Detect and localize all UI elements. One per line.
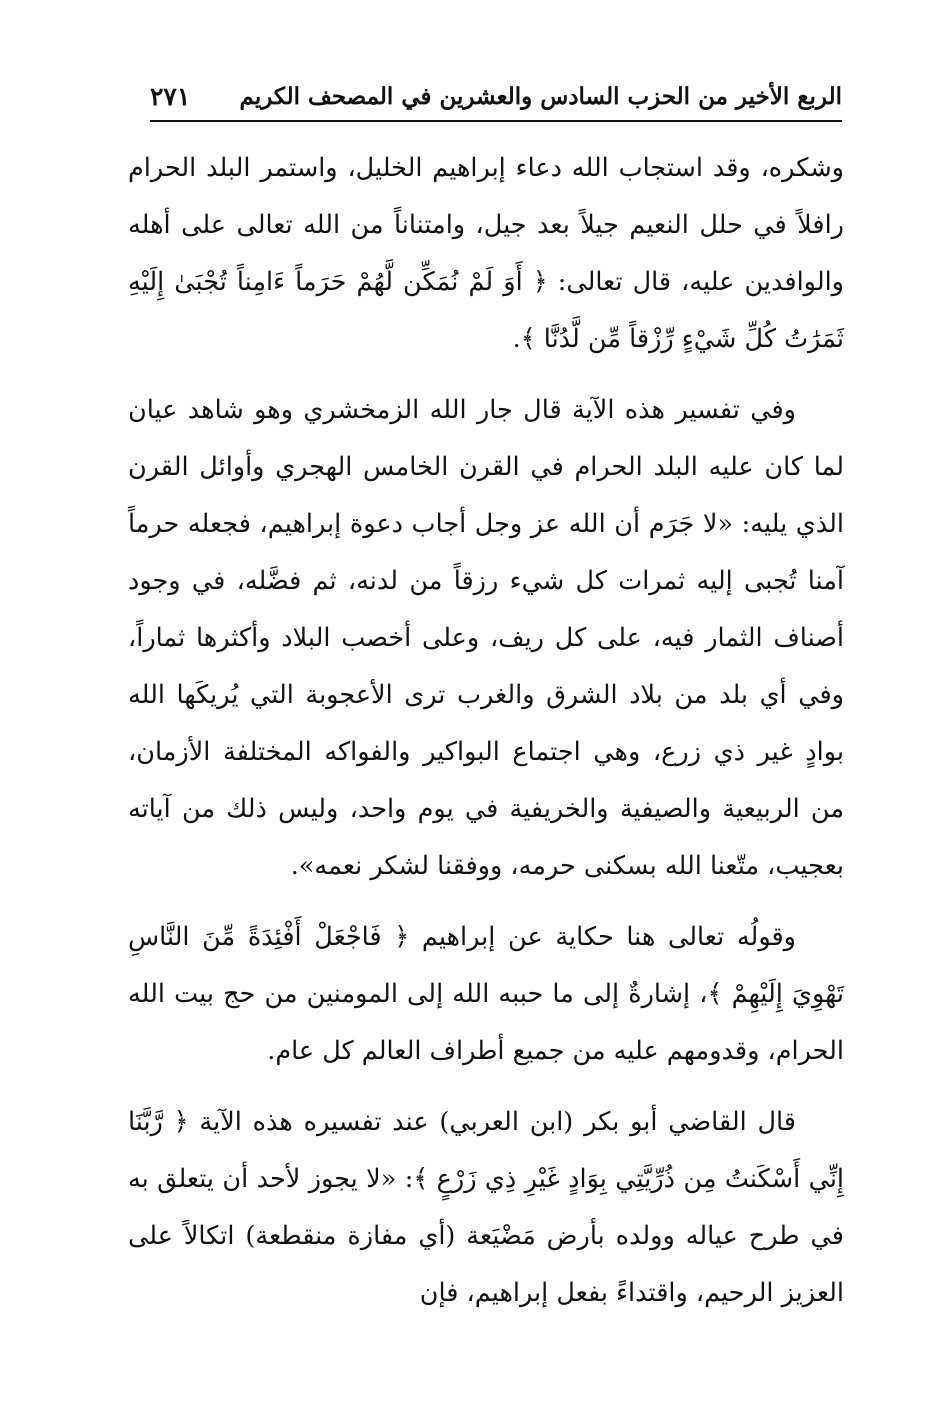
running-header-title: الربع الأخير من الحزب السادس والعشرين في المصحف الكريم xyxy=(239,82,842,110)
running-header xyxy=(150,74,842,118)
page-number: ٢٧١ xyxy=(150,81,191,111)
paragraph-1: وشكره، وقد استجاب الله دعاء إبراهيم الخليل، واستمر البلد الحرام رافلاً في حلل النعيم جيلاً بعد جيل، وامتناناً من الله تعالى على أهله والوافدين عليه، قال تعالى: ﴿ أَوَ لَمْ نُمَكِّن لَّهُمْ حَرَماً ءَامِناً تُجْبَىٰ إِلَيْهِ ثَمَرَٰتُ كُلِّ شَيْءٍ رِّزْقاً مِّن لَّدُنَّا ﴾. xyxy=(128,153,844,354)
paragraph-2: وفي تفسير هذه الآية قال جار الله الزمخشري وهو شاهد عيان لما كان عليه البلد الحرام في القرن الخامس الهجري وأوائل القرن الذي يليه: «لا جَرَم أن الله عز وجل أجاب دعوة إبراهيم، فجعله حرماً آمنا تُجبى إليه ثمرات كل شيء رزقاً من لدنه، ثم فضَّله، في وجود أصناف الثمار فيه، على كل ريف، وعلى أخصب البلاد وأكثرها ثماراً، وفي أي بلد من بلاد الشرق والغرب ترى الأعجوبة التي يُريكَها الله بوادٍ غير ذي زرع، وهي اجتماع البواكير والفواكه المختلفة الأزمان، من الربيعية والصيفية والخريفية في يوم واحد، وليس ذلك من آياته بعجيب، متّعنا الله بسكنى حرمه، ووفقنا لشكر نعمه». xyxy=(128,395,844,881)
paragraph-4: قال القاضي أبو بكر (ابن العربي) عند تفسيره هذه الآية ﴿ رَّبَّنَا إِنِّي أَسْكَنتُ مِن ذُرِّيَّتِي بِوَادٍ غَيْرِ ذِي زَرْعٍ ﴾: «لا يجوز لأحد أن يتعلق به في طرح عياله وولده بأرض مَضْيَعة (أي مفازة منقطعة) اتكالاً على العزيز الرحيم، واقتداءً بفعل إبراهيم، فإن xyxy=(128,1107,844,1308)
header-divider xyxy=(150,120,842,122)
paragraph-3: وقولُه تعالى هنا حكاية عن إبراهيم ﴿ فَاجْعَلْ أَفْئِدَةً مِّنَ النَّاسِ تَهْوِيَ إِلَيْهِمْ ﴾، إشارةٌ إلى ما حببه الله إلى المومنين من حج بيت الله الحرام، وقدومهم عليه من جميع أطراف العالم كل عام. xyxy=(128,922,844,1066)
page-body xyxy=(128,140,844,1322)
